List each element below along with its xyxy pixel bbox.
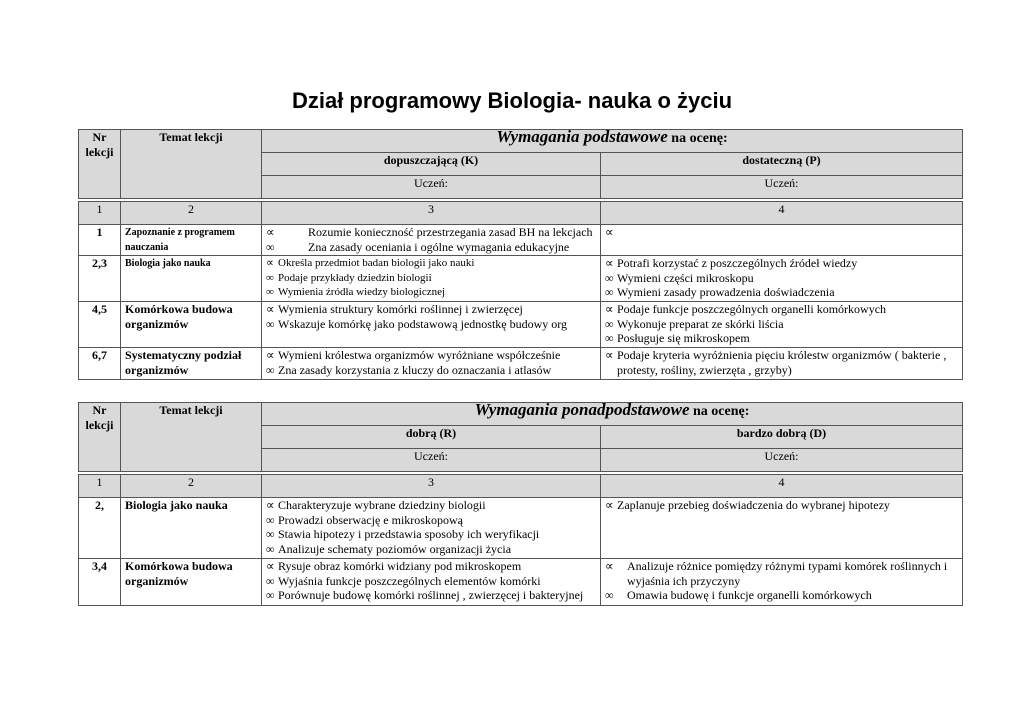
requirements-right [601,498,963,559]
list-item: ∞ Wymienia źródła wiedzy biologicznej [266,286,446,298]
bullet-icon: ∞ [266,573,275,588]
requirements-right [601,256,963,302]
lesson-topic: Biologia jako nauka [121,256,262,302]
uczen-label-right: Uczeń: [601,449,963,472]
bullet-icon: ∞ [605,588,614,602]
page-title: Dział programowy Biologia- nauka o życiu [291,88,733,113]
list-item: ∝ Rysuje obraz komórki widziany pod mikroskopem [266,559,522,573]
list-item: ∝ Wymieni królestwa organizmów wyróżniane współcześnie [266,348,561,362]
list-item: ∞ Wymieni zasady prowadzenia doświadczenia [605,285,835,299]
lesson-topic: Komórkowa budowa organizmów [121,559,262,606]
bullet-icon: ∝ [605,302,614,316]
requirements-left [262,498,601,559]
list-item: ∞ Prowadzi obserwację e mikroskopową [266,512,463,527]
table-row [79,225,963,256]
list-item: ∞ Analizuje schematy poziomów organizacji życia [266,541,512,556]
temat-lekcji-header: Temat lekcji [121,130,262,199]
list-item: ∞ Wymieni części mikroskopu [605,270,754,285]
list-item: ∝ Wymienia struktury komórki roślinnej i zwierzęcej [266,302,523,316]
list-item: ∞ Zna zasady oceniania i ogólne wymagania edukacyjne [266,239,570,254]
uczen-label-left: Uczeń: [262,449,601,472]
requirements-right [601,348,963,380]
bullet-icon: ∞ [605,316,614,331]
table-row [79,302,963,348]
bullet-icon: ∞ [266,362,275,377]
bullet-icon: ∞ [266,316,275,331]
requirements-table-basic [78,129,963,380]
lesson-number: 1 [79,225,121,256]
uczen-label-right: Uczeń: [601,176,963,199]
wymagania-header [262,127,963,153]
requirements-table-advanced [78,402,963,606]
nr-lekcji-header: Nr lekcji [79,130,121,199]
column-number: 2 [121,475,262,498]
grade-header-left: dopuszczającą (K) [262,153,601,176]
requirements-left [262,256,601,302]
lesson-topic: Systematyczny podział organizmów [121,348,262,380]
list-item: ∞ Wyjaśnia funkcje poszczególnych elementów komórki [266,573,541,588]
list-item: ∝ Zaplanuje przebieg doświadczenia do wybranej hipotezy [605,498,890,512]
bullet-icon: ∞ [266,512,275,527]
uczen-label-left: Uczeń: [262,176,601,199]
grade-header-right: dostateczną (P) [601,153,963,176]
column-number: 2 [121,202,262,225]
bullet-icon: ∝ [605,498,614,512]
bullet-icon: ∞ [266,286,274,298]
list-item: ∝ Podaje kryteria wyróżnienia pięciu królestw organizmów ( bakterie , protesty, rośliny, zwierzęta , grzyby) [605,348,947,377]
table-row [79,348,963,380]
list-item: ∞ Posługuje się mikroskopem [605,331,750,345]
grade-header-left: dobrą (R) [262,426,601,449]
wymagania-suffix: na ocenę: [689,404,750,419]
requirements-right [601,559,963,606]
bullet-icon: ∝ [605,256,614,270]
list-item: ∞ Wykonuje preparat ze skórki liścia [605,316,784,331]
lesson-number: 3,4 [79,559,121,606]
bullet-icon: ∞ [266,541,275,556]
list-item: ∝ Rozumie konieczność przestrzegania zasad BH na lekcjach [266,225,593,239]
lesson-number: 6,7 [79,348,121,380]
bullet-icon: ∞ [605,285,614,299]
bullet-icon: ∞ [266,271,274,284]
bullet-icon: ∞ [266,527,275,541]
column-number: 4 [601,202,963,225]
lesson-topic: Komórkowa budowa organizmów [121,302,262,348]
grade-header-right: bardzo dobrą (D) [601,426,963,449]
table-row [79,498,963,559]
wymagania-title: Wymagania ponadpodstawowe [474,400,690,419]
bullet-icon: ∞ [605,331,614,345]
bullet-icon: ∝ [605,225,614,239]
lesson-topic: Biologia jako nauka [121,498,262,559]
bullet-icon: ∝ [266,559,275,573]
bullet-icon: ∞ [605,270,614,285]
list-item: ∝ Określa przedmiot badan biologii jako nauki [266,257,475,269]
column-number: 3 [262,475,601,498]
list-item: ∞ Porównuje budowę komórki roślinnej , zwierzęcej i bakteryjnej [266,588,584,602]
list-item: ∝ Podaje funkcje poszczególnych organelli komórkowych [605,302,887,316]
bullet-icon: ∝ [266,225,275,239]
list-item [605,225,958,240]
column-number: 1 [79,475,121,498]
wymagania-header [262,400,963,426]
list-item: ∞ Wskazuje komórkę jako podstawową jednostkę budowy org [266,316,568,331]
temat-lekcji-header: Temat lekcji [121,403,262,472]
list-item: ∝ Analizuje różnice pomiędzy różnymi typami komórek roślinnych i wyjaśnia ich przyczyny [605,559,948,588]
lesson-number: 2, [79,498,121,559]
wymagania-title: Wymagania podstawowe [496,127,668,146]
column-number: 4 [601,475,963,498]
lesson-number: 4,5 [79,302,121,348]
lesson-topic: Zapoznanie z programem nauczania [121,225,262,256]
bullet-icon: ∞ [266,588,275,602]
list-item: ∝ Potrafi korzystać z poszczególnych źródeł wiedzy [605,256,858,270]
bullet-icon: ∞ [266,239,275,254]
table-row [79,559,963,606]
requirements-left [262,302,601,348]
requirements-left [262,559,601,606]
bullet-icon: ∝ [266,302,275,316]
bullet-icon: ∝ [266,348,275,362]
list-item: ∞ Zna zasady korzystania z kluczy do oznaczania i atlasów [266,362,552,377]
lesson-number: 2,3 [79,256,121,302]
bullet-icon: ∝ [266,498,275,512]
column-number: 3 [262,202,601,225]
column-number: 1 [79,202,121,225]
table-row [79,256,963,302]
bullet-icon: ∝ [605,559,614,573]
list-item: ∞ Omawia budowę i funkcje organelli komórkowych [605,588,872,602]
requirements-right [601,302,963,348]
requirements-right [601,225,963,256]
list-item: ∞ Stawia hipotezy i przedstawia sposoby ich weryfikacji [266,527,540,541]
requirements-left [262,225,601,256]
bullet-icon: ∝ [266,257,274,269]
nr-lekcji-header: Nr lekcji [79,403,121,472]
wymagania-suffix: na ocenę: [667,131,728,146]
list-item: ∞ Podaje przykłady dziedzin biologii [266,271,432,284]
list-item: ∝ Charakteryzuje wybrane dziedziny biologii [266,498,486,512]
requirements-left [262,348,601,380]
bullet-icon: ∝ [605,348,614,362]
